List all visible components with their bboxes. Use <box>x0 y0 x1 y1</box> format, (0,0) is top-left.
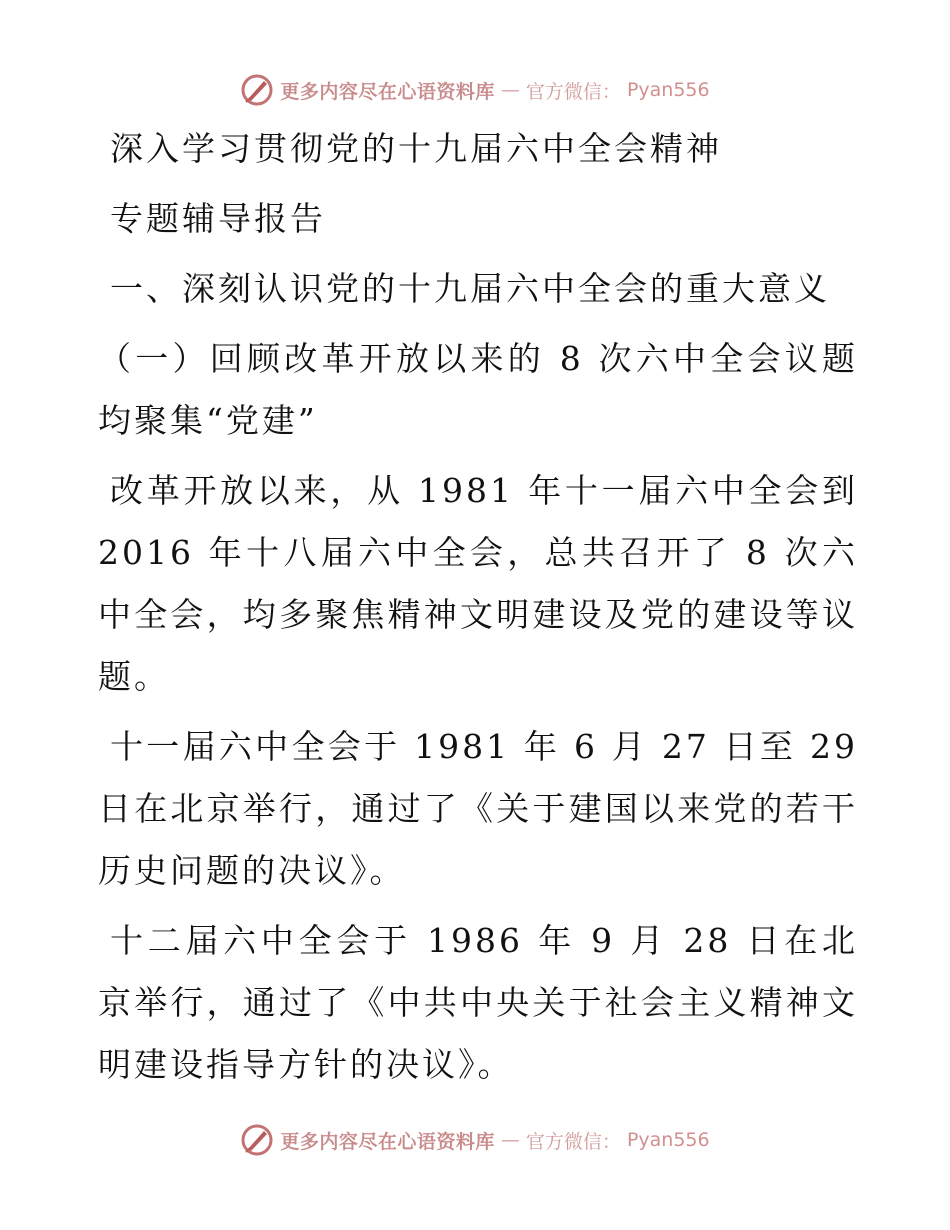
watermark-account: Pyan556 <box>626 79 710 101</box>
paragraph-2: 十一届六中全会于 1981 年 6 月 27 日至 29 日在北京举行，通过了《关于建国以来党的若干历史问题的决议》。 <box>98 727 858 890</box>
subsection-heading: （一）回顾改革开放以来的 8 次六中全会议题均聚集“党建” <box>98 339 858 440</box>
watermark-separator: — <box>500 1129 520 1151</box>
watermark-separator: — <box>500 79 520 101</box>
watermark-text: 更多内容尽在心语资料库 <box>280 1130 495 1153</box>
paragraph-3: 十二届六中全会于 1986 年 9 月 28 日在北京举行，通过了《中共中央关于社会主义精神文明建设指导方针的决议》。 <box>98 921 858 1084</box>
header-watermark <box>0 70 950 110</box>
watermark-label: 官方微信： <box>525 80 621 103</box>
watermark-text: 更多内容尽在心语资料库 <box>280 80 495 103</box>
watermark-account: Pyan556 <box>626 1129 710 1151</box>
document-subtitle: 专题辅导报告 <box>110 199 326 238</box>
section-heading: 一、深刻认识党的十九届六中全会的重大意义 <box>110 269 830 308</box>
paragraph-1: 改革开放以来，从 1981 年十一届六中全会到 2016 年十八届六中全会，总共召开了 8 次六中全会，均多聚焦精神文明建设及党的建设等议题。 <box>98 471 858 696</box>
document-title: 深入学习贯彻党的十九届六中全会精神 <box>110 129 722 168</box>
quill-logo-icon <box>240 1123 274 1157</box>
quill-logo-icon <box>240 73 274 107</box>
document-body <box>98 118 858 1096</box>
footer-watermark <box>0 1120 950 1160</box>
watermark-label: 官方微信： <box>525 1130 621 1153</box>
